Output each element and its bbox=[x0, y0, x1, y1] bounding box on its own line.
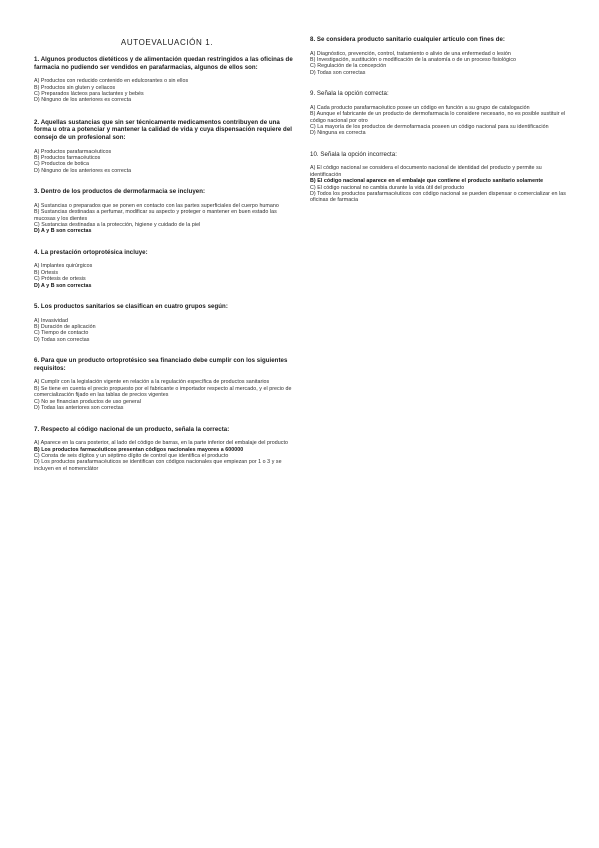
answer-option: A) Productos con reducido contenido en edulcorantes o sin ellos bbox=[34, 78, 189, 85]
right-column bbox=[310, 36, 572, 204]
question-block bbox=[34, 249, 296, 289]
answer-option: B) Duración de aplicación bbox=[34, 324, 96, 331]
answer-option: C) Tiempo de contacto bbox=[34, 330, 89, 337]
question-block bbox=[34, 303, 296, 343]
answer-option: A) Cada producto parafarmacéutico posee un código en función a su grupo de catalogación bbox=[310, 104, 530, 111]
answer-option: D) Ninguna es correcta bbox=[310, 130, 366, 137]
answer-option: D) Todas las anteriores son correctas bbox=[34, 405, 124, 412]
question-block bbox=[34, 56, 296, 104]
question-block bbox=[34, 357, 296, 411]
answer-option: A) Diagnóstico, prevención, control, tratamiento o alivio de una enfermedad o lesión bbox=[310, 50, 511, 57]
answer-option: D) A y B son correctas bbox=[34, 282, 92, 289]
answer-option: D) Todas son correctas bbox=[310, 69, 366, 76]
answer-option: B) Investigación, sustitución o modificación de la anatomía o de un proceso fisiológico bbox=[310, 57, 517, 63]
answer-option: D) Todas son correctas bbox=[34, 336, 90, 343]
answer-option: A) Productos parafarmacéuticos bbox=[34, 148, 112, 155]
answer-option: B) Los productos farmacéuticos presentan códigos nacionales mayores a 600000 bbox=[34, 446, 244, 453]
answer-option: C) El código nacional no cambia durante la vida útil del producto bbox=[310, 184, 465, 191]
answer-option: B) Sustancias destinadas a perfumar, modificar su aspecto y proteger o mantener en buen estado las mucosas y los dientes bbox=[34, 209, 277, 222]
question-text: 6. Para que un producto ortoprotésico sea financiado debe cumplir con los siguientes requisitos: bbox=[34, 357, 288, 372]
answer-option: A) Sustancias o preparados que se ponen en contacto con las partes superficiales del cuerpo humano bbox=[34, 202, 279, 209]
question-text: 1. Algunos productos dietéticos y de alimentación quedan restringidos a las oficinas de farmacia no pudiendo ser vendidos en parafarmacias, algunos de ellos son: bbox=[34, 56, 293, 71]
question-text: 2. Aquellas sustancias que sin ser técnicamente medicamentos contribuyen de una forma u otra a potenciar y mantener la calidad de vida y cuya dispensación requiere del consejo de un profesional son: bbox=[34, 118, 293, 141]
answer-option: B) Productos sin gluten y celiacos bbox=[34, 84, 116, 91]
answer-option: A) Implantes quirúrgicos bbox=[34, 263, 93, 270]
answer-option: C) Sustancias destinadas a la protección, higiene y cuidado de la piel bbox=[34, 222, 201, 229]
answer-option: C) Preparados lácteos para lactantes y bebés bbox=[34, 91, 144, 97]
question-block bbox=[34, 188, 296, 235]
question-text: 8. Se considera producto sanitario cualquier artículo con fines de: bbox=[310, 36, 506, 43]
answer-option: D) Ninguno de los anteriores es correcta bbox=[34, 167, 132, 174]
answer-option: D) Todos los productos parafarmacéuticos con código nacional se pueden dispensar o comercializar en las oficinas de farmacia bbox=[310, 191, 566, 204]
answer-option: C) Productos de botica bbox=[34, 161, 89, 168]
question-text: 5. Los productos sanitarios se clasifican en cuatro grupos según: bbox=[34, 303, 228, 311]
answer-option: C) Prótesis de ortesis bbox=[34, 276, 86, 283]
answer-option: C) No se financian productos de uso general bbox=[34, 398, 141, 405]
answer-option: B) Aunque el fabricante de un producto de dermofarmacia lo considere necesario, no es posible sustituir el código nacional por otro bbox=[310, 111, 566, 124]
answer-option: A) El código nacional se considera el documento nacional de identidad del producto y permite su identificación bbox=[310, 165, 542, 178]
answer-option: C) Regulación de la concepción bbox=[310, 63, 387, 70]
question-text: 9. Señala la opción correcta: bbox=[310, 90, 389, 98]
answer-option: D) Ninguno de los anteriores es correcta bbox=[34, 97, 132, 104]
answer-option: A) Invasividad bbox=[34, 317, 68, 324]
answer-option: C) Consta de seis dígitos y un séptimo dígito de control que identifica el producto bbox=[34, 452, 229, 459]
question-block bbox=[34, 426, 296, 473]
answer-option: B) El código nacional aparece en el embalaje que contiene el producto sanitario solamente bbox=[310, 178, 544, 185]
answer-option: A) Aparece en la cara posterior, al lado del código de barras, en la parte inferior del embalaje del producto bbox=[34, 440, 288, 447]
answer-option: B) Se tiene en cuenta el precio propuesto por el fabricante o importador respecto al mercado, y el precio de comercialización fijado en las tablas de precios vigentes bbox=[34, 385, 292, 399]
question-block bbox=[310, 36, 572, 76]
question-block bbox=[34, 119, 296, 174]
answer-option: D) A y B son correctas bbox=[34, 228, 92, 235]
answer-option: C) La mayoría de los productos de dermofarmacia poseen un código nacional para su identificación bbox=[310, 124, 549, 131]
answer-option: B) Productos farmacéuticos bbox=[34, 155, 101, 161]
left-column bbox=[34, 56, 296, 472]
answer-option: A) Cumplir con la legislación vigente en relación a la regulación específica de productos sanitarios bbox=[34, 379, 270, 386]
question-text: 3. Dentro de los productos de dermofarmacia se incluyen: bbox=[34, 188, 206, 196]
question-text: 10. Señala la opción incorrecta: bbox=[310, 150, 397, 158]
question-text: 4. La prestación ortoprotésica incluye: bbox=[34, 248, 148, 256]
question-block bbox=[310, 151, 572, 204]
answer-option: D) Los productos parafarmacéuticos se identifican con códigos nacionales que empiezan por 1 o 3 y se incluyen en el nomenclátor bbox=[34, 459, 282, 472]
answer-option: B) Ortesis bbox=[34, 269, 59, 276]
document-title: AUTOEVALUACIÓN 1. bbox=[120, 38, 214, 47]
question-text: 7. Respecto al código nacional de un producto, señala la correcta: bbox=[34, 425, 230, 433]
question-block bbox=[310, 90, 572, 137]
